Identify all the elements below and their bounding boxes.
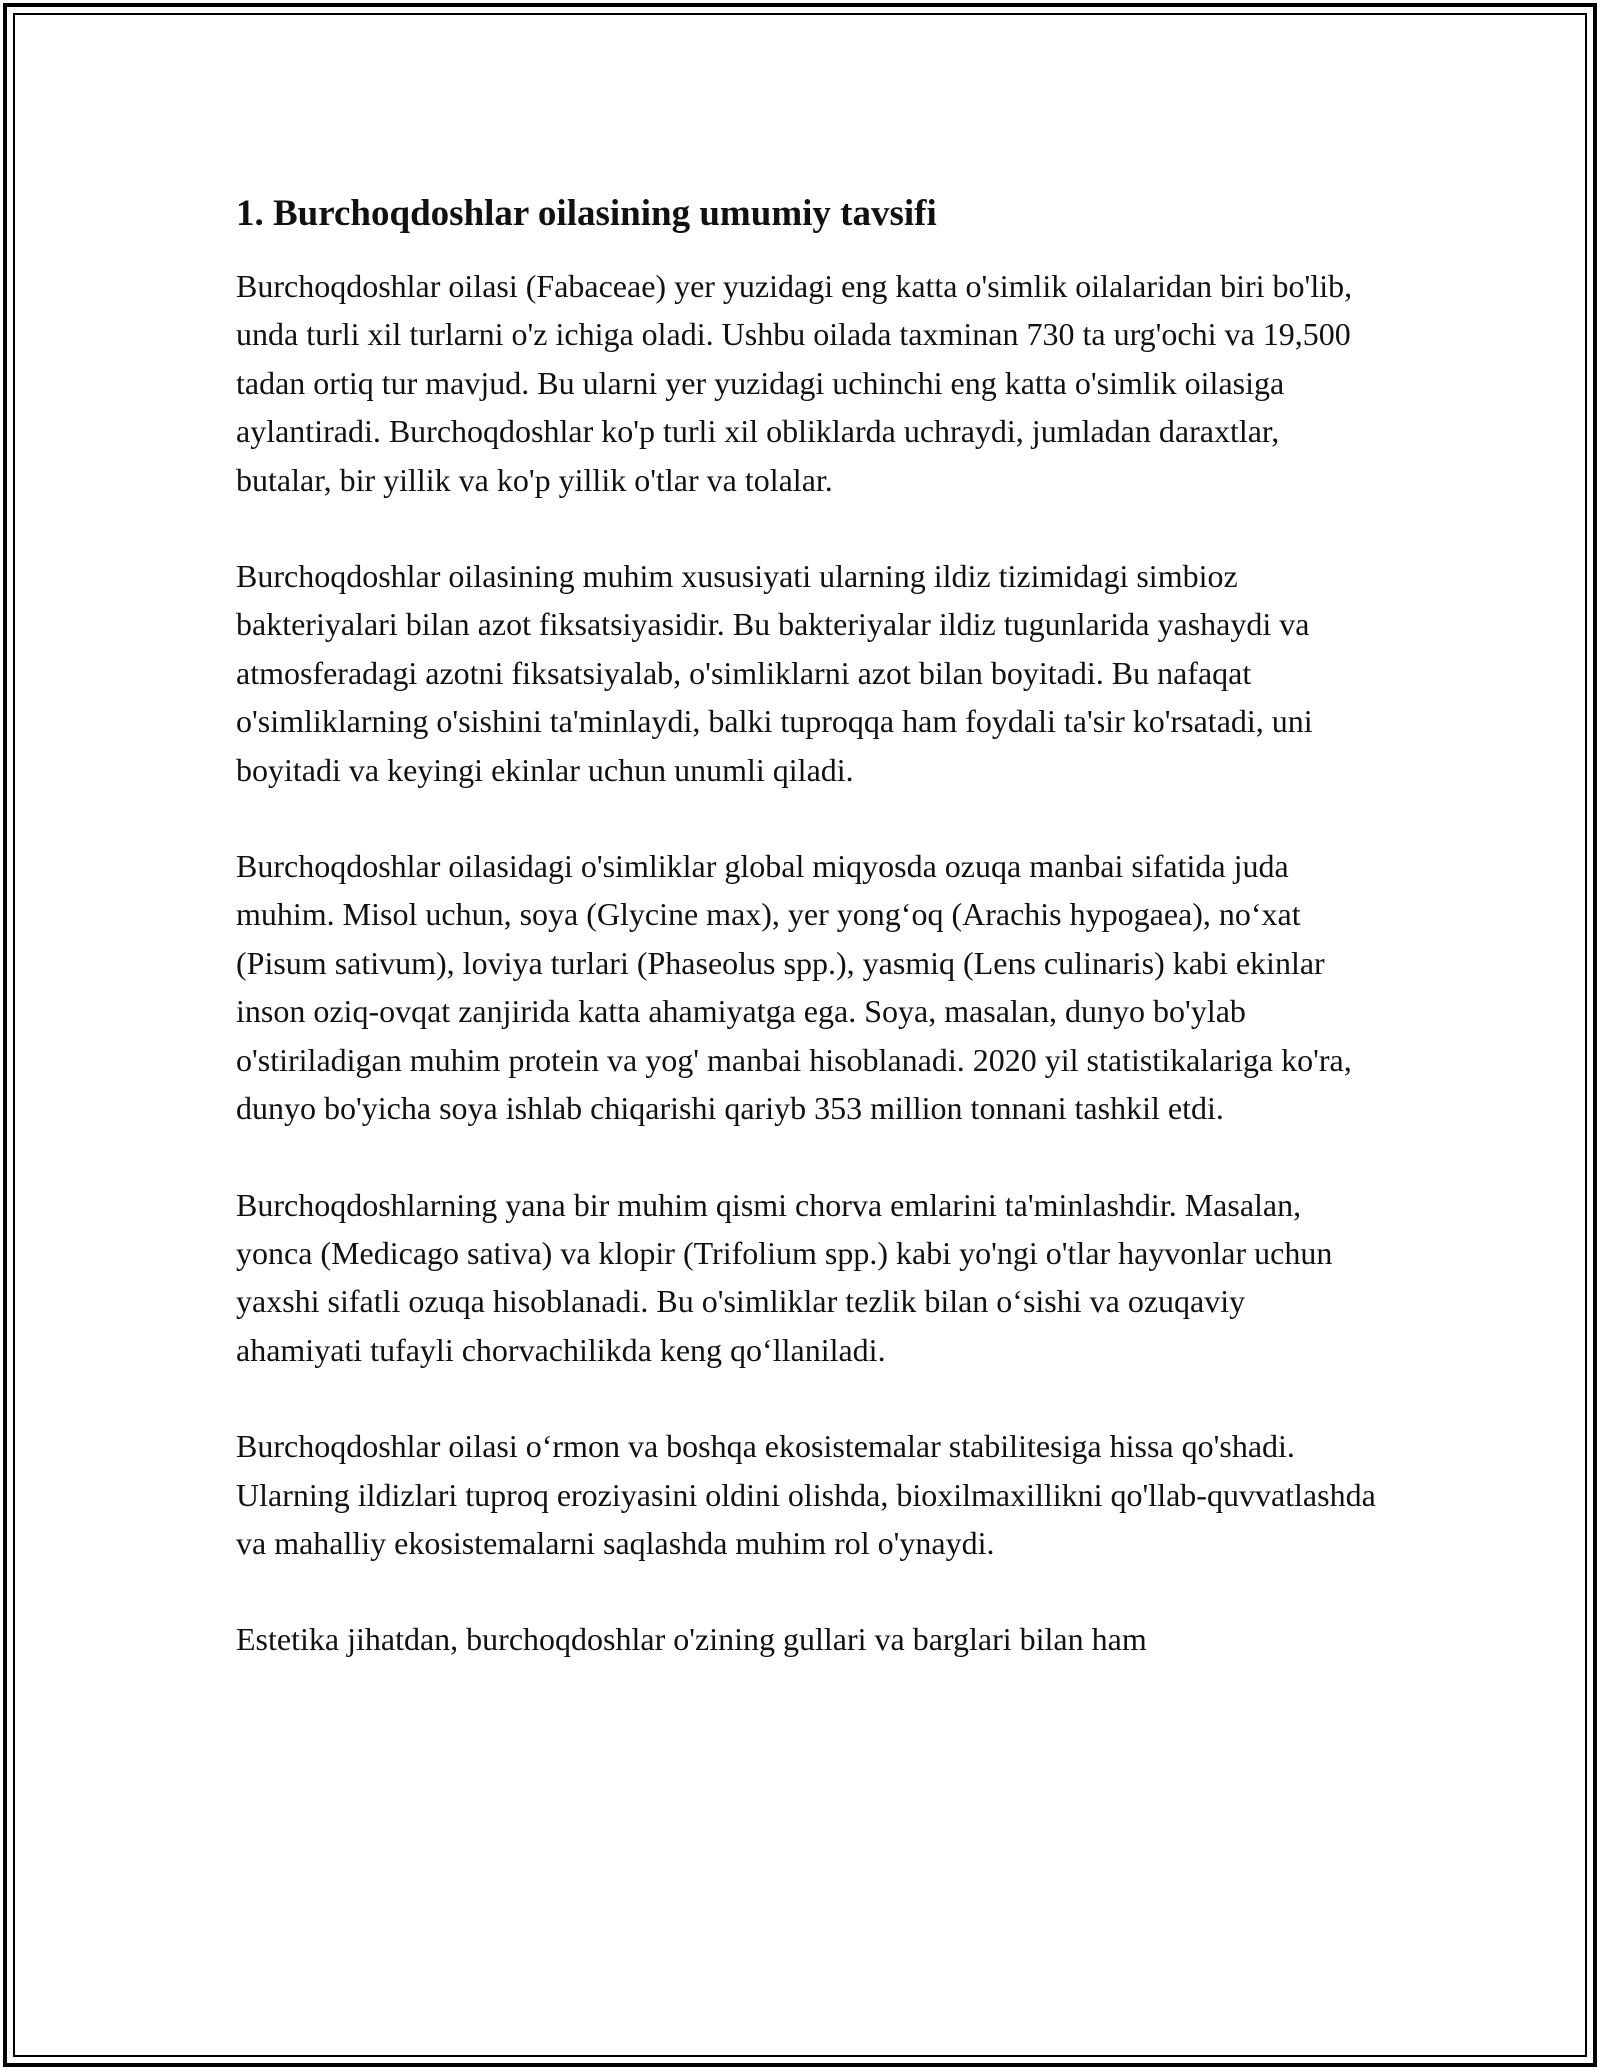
- section-heading: 1. Burchoqdoshlar oilasining umumiy tavsifi: [236, 193, 937, 234]
- paragraph-livestock-feed: Burchoqdoshlarning yana bir muhim qismi chorva emlarini ta'minlashdir. Masalan, yonca (Medicago sativa) va klopir (Trifolium spp.) kabi yo'ngi o'tlar hayvonlar uchun yaxshi sifatli ozuqa hisoblanadi. Bu o'simliklar tezlik bilan o‘sishi va ozuqaviy ahamiyati tufayli chorvachilikda keng qo‘llaniladi.: [236, 1186, 1333, 1368]
- paragraph-aesthetics: Estetika jihatdan, burchoqdoshlar o'zining gullari va barglari bilan ham: [236, 1621, 1147, 1658]
- paragraph-nitrogen-fixation: Burchoqdoshlar oilasining muhim xususiyati ularning ildiz tizimidagi simbioz bakteriyalari bilan azot fiksatsiyasidir. Bu bakteriyalar ildiz tugunlarida yashaydi va atmosferadagi azotni fiksatsiyalab, o'simliklarni azot bilan boyitadi. Bu nafaqat o'simliklarning o'sishini ta'minlaydi, balki tuproqqa ham foydali ta'sir ko'rsatadi, uni boyitadi va keyingi ekinlar uchun unumli qiladi.: [236, 558, 1313, 788]
- paragraph-ecosystem-role: Burchoqdoshlar oilasi o‘rmon va boshqa ekosistemalar stabilitesiga hissa qo'shadi. Ularning ildizlari tuproq eroziyasini oldini olishda, bioxilmaxillikni qo'llab-quvvatlashda va mahalliy ekosistemalarni saqlashda muhim rol o'ynaydi.: [236, 1428, 1376, 1561]
- paragraph-food-source: Burchoqdoshlar oilasidagi o'simliklar global miqyosda ozuqa manbai sifatida juda muhim. Misol uchun, soya (Glycine max), yer yong‘oq (Arachis hypogaea), no‘xat (Pisum sativum), loviya turlari (Phaseolus spp.), yasmiq (Lens culinaris) kabi ekinlar inson oziq-ovqat zanjirida katta ahamiyatga ega. Soya, masalan, dunyo bo'ylab o'stiriladigan muhim protein va yog' manbai hisoblanadi. 2020 yil statistikalariga ko'ra, dunyo bo'yicha soya ishlab chiqarishi qariyb 353 million tonnani tashkil etdi.: [236, 848, 1352, 1127]
- document-body: [236, 186, 1376, 1712]
- paragraph-family-overview: Burchoqdoshlar oilasi (Fabaceae) yer yuzidagi eng katta o'simlik oilalaridan biri bo'lib, unda turli xil turlarni o'z ichiga oladi. Ushbu oilada taxminan 730 ta urg'ochi va 19,500 tadan ortiq tur mavjud. Bu ularni yer yuzidagi uchinchi eng katta o'simlik oilasiga aylantiradi. Burchoqdoshlar ko'p turli xil obliklarda uchraydi, jumladan daraxtlar, butalar, bir yillik va ko'p yillik o'tlar va tolalar.: [236, 268, 1353, 498]
